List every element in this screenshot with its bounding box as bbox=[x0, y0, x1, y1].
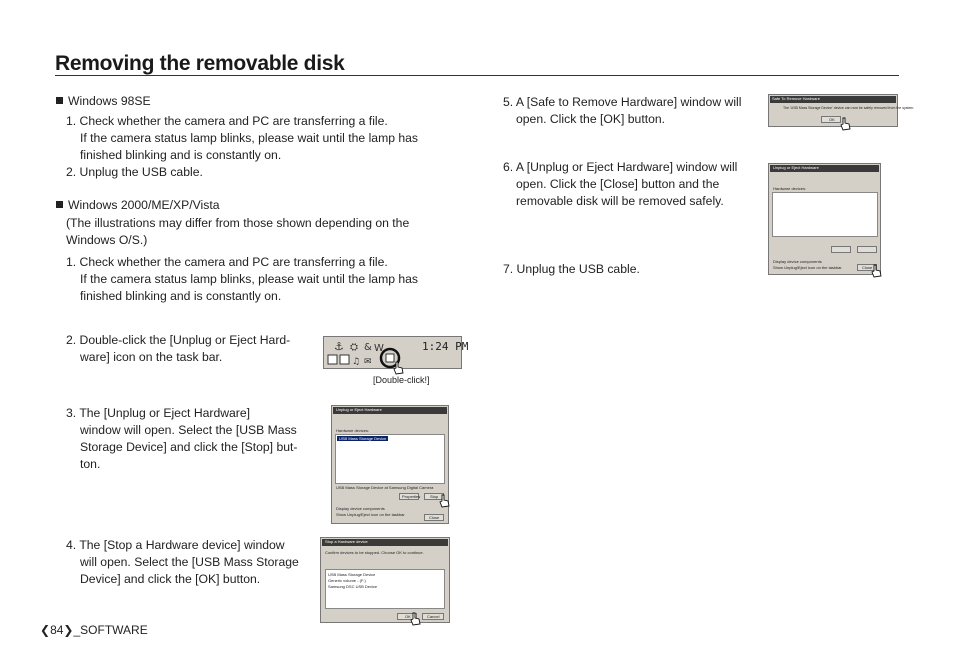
win98-step1-line3: finished blinking and is constantly on. bbox=[80, 148, 282, 162]
win2000-step2-line1: 2. Double-click the [Unplug or Eject Hard- bbox=[66, 333, 291, 347]
pointer-hand-icon bbox=[392, 361, 404, 375]
unplug-checkbox-taskbar[interactable]: Show Unplug/Eject icon on the taskbar bbox=[336, 512, 405, 517]
win2000-step3-line2: window will open. Select the [USB Mass bbox=[80, 423, 297, 437]
unplug-empty-title: Unplug or Eject Hardware bbox=[773, 165, 819, 170]
win98-heading bbox=[56, 93, 151, 110]
chevron-right-icon: ❯ bbox=[63, 623, 74, 637]
unplug-empty-properties-button[interactable] bbox=[831, 246, 851, 253]
svg-text:&: & bbox=[364, 342, 372, 353]
stop-ok-button[interactable]: OK bbox=[397, 613, 417, 620]
win2000-note-line1: (The illustrations may differ from those shown depending on the bbox=[66, 216, 410, 230]
win98-step1-line1: 1. Check whether the camera and PC are transferring a file. bbox=[66, 114, 388, 128]
unplug-empty-device-list[interactable] bbox=[772, 192, 878, 237]
unplug-properties-button[interactable]: Properties bbox=[399, 493, 419, 500]
svg-text:W: W bbox=[374, 343, 384, 354]
unplug-hw-label: Hardware devices: bbox=[336, 428, 370, 433]
step5-line2: open. Click the [OK] button. bbox=[516, 112, 666, 126]
stop-device-item[interactable]: USB Mass Storage Device bbox=[328, 572, 376, 577]
win2000-step2-line2: ware] icon on the task bar. bbox=[80, 350, 223, 364]
svg-text:♫: ♫ bbox=[352, 357, 361, 367]
unplug-empty-checkbox-taskbar[interactable]: Show Unplug/Eject icon on the taskbar bbox=[773, 265, 842, 270]
unplug-empty-screenshot bbox=[768, 163, 881, 275]
win2000-step4-line3: Device] and click the [OK] button. bbox=[80, 572, 261, 586]
square-bullet-icon bbox=[56, 201, 63, 208]
taskbar-screenshot bbox=[323, 336, 469, 369]
stop-device-item[interactable]: Samsung DSC USB Device bbox=[328, 584, 378, 589]
win2000-step3-line3: Storage Device] and click the [Stop] but- bbox=[80, 440, 298, 454]
svg-text:⚓: ⚓ bbox=[334, 340, 344, 353]
double-click-caption: [Double-click!] bbox=[373, 375, 430, 385]
pointer-hand-icon bbox=[839, 117, 851, 131]
unplug-close-button[interactable]: Close bbox=[424, 514, 444, 521]
unplug-empty-hw-label: Hardware devices: bbox=[773, 186, 807, 191]
taskbar-clock: 1:24 PM bbox=[422, 340, 469, 353]
win2000-step4-line1: 4. The [Stop a Hardware device] window bbox=[66, 538, 285, 552]
page-title: Removing the removable disk bbox=[55, 52, 345, 75]
win98-step2: 2. Unplug the USB cable. bbox=[66, 165, 203, 179]
win98-step1-line2: If the camera status lamp blinks, please wait until the lamp has bbox=[80, 131, 419, 145]
step5-line1: 5. A [Safe to Remove Hardware] window will bbox=[503, 95, 742, 109]
unplug-stop-button[interactable]: Stop bbox=[424, 493, 444, 500]
pointer-hand-icon bbox=[870, 264, 882, 278]
step7: 7. Unplug the USB cable. bbox=[503, 262, 640, 276]
step6-line3: removable disk will be removed safely. bbox=[516, 194, 724, 208]
step6-line2: open. Click the [Close] button and the bbox=[516, 177, 720, 191]
unplug-device-list[interactable] bbox=[335, 434, 445, 484]
win2000-heading bbox=[56, 197, 220, 214]
win98-heading-text: Windows 98SE bbox=[68, 94, 151, 108]
unplug-empty-close-button[interactable]: Close bbox=[857, 264, 877, 271]
unplug-dialog-title: Unplug or Eject Hardware bbox=[336, 407, 382, 412]
pointer-hand-icon bbox=[409, 612, 421, 626]
svg-text:⛭: ⛭ bbox=[350, 342, 358, 353]
step6-line1: 6. A [Unplug or Eject Hardware] window will bbox=[503, 160, 738, 174]
win2000-step1-line1: 1. Check whether the camera and PC are transferring a file. bbox=[66, 255, 388, 269]
stop-dialog-message: Confirm devices to be stopped. Choose OK to continue. bbox=[325, 550, 424, 555]
win2000-step1-line2: If the camera status lamp blinks, please wait until the lamp has bbox=[80, 272, 419, 286]
page-number: 84 bbox=[50, 623, 64, 637]
page-footer bbox=[40, 623, 148, 637]
win2000-step1-line3: finished blinking and is constantly on. bbox=[80, 289, 282, 303]
unplug-empty-stop-button[interactable] bbox=[857, 246, 877, 253]
win2000-heading-text: Windows 2000/ME/XP/Vista bbox=[68, 198, 220, 212]
safe-remove-ok-button[interactable]: OK bbox=[821, 116, 841, 123]
footer-section: _SOFTWARE bbox=[73, 623, 148, 637]
stop-dialog-title: Stop a Hardware device bbox=[325, 539, 368, 544]
safe-remove-message: The 'USB Mass Storage Device' device can now be safely removed from the system. bbox=[783, 106, 915, 110]
stop-cancel-button[interactable]: Cancel bbox=[422, 613, 444, 620]
unplug-checkbox-components[interactable]: Display device components bbox=[336, 506, 385, 511]
unplug-dialog-screenshot bbox=[331, 405, 449, 524]
win2000-note-line2: Windows O/S.) bbox=[66, 233, 148, 247]
win2000-step3-line4: ton. bbox=[80, 457, 101, 471]
square-bullet-icon bbox=[56, 97, 63, 104]
stop-device-list[interactable] bbox=[325, 569, 445, 609]
stop-device-item[interactable]: Generic volume - (F:) bbox=[328, 578, 366, 583]
unplug-device-item[interactable]: USB Mass Storage Device bbox=[339, 436, 387, 441]
chevron-left-icon: ❮ bbox=[40, 623, 51, 637]
safe-remove-title: Safe To Remove Hardware bbox=[772, 96, 820, 101]
win2000-step3-line1: 3. The [Unplug or Eject Hardware] bbox=[66, 406, 251, 420]
safe-remove-screenshot bbox=[768, 94, 915, 127]
unplug-empty-checkbox-components[interactable]: Display device components bbox=[773, 259, 822, 264]
unplug-device-desc: USB Mass Storage Device at Samsung Digital Camera bbox=[336, 485, 434, 490]
stop-dialog-screenshot bbox=[320, 537, 450, 623]
win2000-step4-line2: will open. Select the [USB Mass Storage bbox=[80, 555, 299, 569]
pointer-hand-icon bbox=[438, 494, 450, 508]
title-rule bbox=[55, 75, 899, 76]
svg-text:✉: ✉ bbox=[364, 357, 372, 367]
